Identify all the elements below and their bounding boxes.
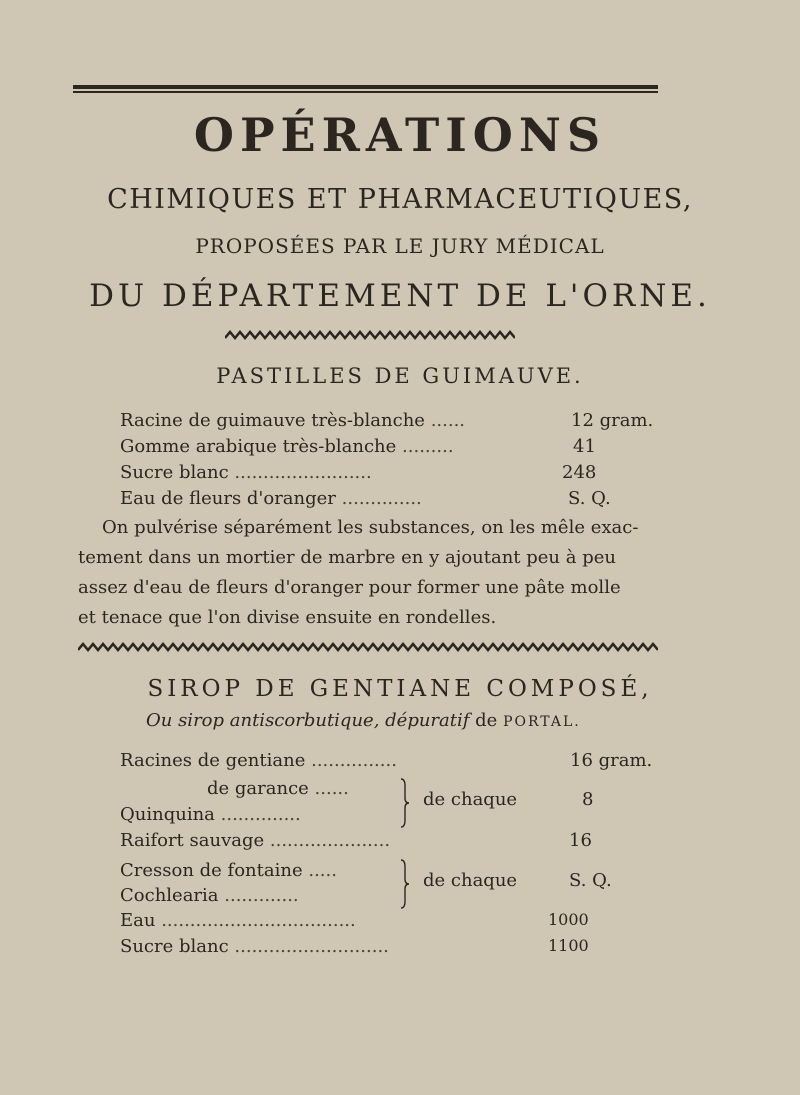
ingredient-name: de garance xyxy=(207,778,309,799)
leader-dots: ............. xyxy=(224,885,299,906)
title-chimiques: CHIMIQUES ET PHARMACEUTIQUES, xyxy=(107,184,693,215)
ingredient-row xyxy=(120,750,397,771)
ingredient-name: Gomme arabique très-blanche xyxy=(120,436,397,457)
leader-dots: .............. xyxy=(341,488,422,509)
ingredient-quantity: 12 gram. xyxy=(571,410,654,431)
subtitle-author: PORTAL. xyxy=(503,714,581,730)
ingredient-quantity: 1100 xyxy=(548,936,589,955)
ingredient-name: Eau xyxy=(120,910,156,931)
paragraph-line: On pulvérise séparément les substances, on les mêle exac- xyxy=(102,517,639,538)
ingredient-row xyxy=(120,936,389,957)
ingredient-name: Racine de guimauve très-blanche xyxy=(120,410,425,431)
leader-dots: .................................. xyxy=(161,910,356,931)
ingredient-row xyxy=(120,804,301,825)
ingredient-name: Sucre blanc xyxy=(120,936,229,957)
ingredient-name: Cresson de fontaine xyxy=(120,860,303,881)
leader-dots: ......... xyxy=(402,436,454,457)
leader-dots: ..... xyxy=(308,860,337,881)
ingredient-quantity: S. Q. xyxy=(569,870,612,891)
title-operations: OPÉRATIONS xyxy=(193,108,607,162)
ingredient-quantity: 41 xyxy=(573,436,596,457)
leader-dots: ...... xyxy=(430,410,466,431)
ingredient-row xyxy=(120,488,422,509)
ingredient-row xyxy=(120,436,454,457)
paragraph-line: assez d'eau de fleurs d'oranger pour former une pâte molle xyxy=(78,577,621,598)
leader-dots: ............... xyxy=(311,750,397,771)
ingredient-row xyxy=(120,860,337,881)
ingredient-quantity: 16 xyxy=(569,830,592,851)
preparation-paragraph xyxy=(78,513,662,633)
top-double-rule xyxy=(73,85,658,94)
paragraph-line: et tenace que l'on divise ensuite en rondelles. xyxy=(78,607,497,628)
section-title-sirop: SIROP DE GENTIANE COMPOSÉ, xyxy=(147,676,653,702)
leader-dots: ..................... xyxy=(269,830,391,851)
ornament-divider-1 xyxy=(225,330,515,340)
title-departement: DU DÉPARTEMENT DE L'ORNE. xyxy=(89,278,711,314)
leader-dots: .............. xyxy=(220,804,301,825)
brace-icon xyxy=(399,859,409,909)
paragraph-line: tement dans un mortier de marbre en y ajoutant peu à peu xyxy=(78,547,616,568)
ingredient-name: Raifort sauvage xyxy=(120,830,265,851)
ingredient-quantity: 248 xyxy=(562,462,597,483)
leader-dots: ........................... xyxy=(234,936,389,957)
ingredient-row xyxy=(120,462,372,483)
ingredient-row xyxy=(120,410,465,431)
ingredient-quantity: 1000 xyxy=(548,910,589,929)
title-proposees: PROPOSÉES PAR LE JURY MÉDICAL xyxy=(195,234,605,258)
leader-dots: ...... xyxy=(314,778,349,799)
ingredient-quantity: S. Q. xyxy=(568,488,611,509)
section-title-pastilles: PASTILLES DE GUIMAUVE. xyxy=(216,364,584,388)
ingredient-name: Quinquina xyxy=(120,804,215,825)
ingredient-row xyxy=(120,830,390,851)
ingredient-row xyxy=(120,910,356,931)
ingredient-name: Racines de gentiane xyxy=(120,750,306,771)
ingredient-row xyxy=(120,885,299,906)
ingredient-name: Cochlearia xyxy=(120,885,219,906)
ingredient-quantity: 8 xyxy=(582,789,594,810)
brace-icon xyxy=(399,778,409,828)
section-subtitle xyxy=(146,710,581,731)
subtitle-de: de xyxy=(475,710,498,731)
subtitle-italic: Ou sirop antiscorbutique, dépuratif xyxy=(146,710,470,731)
group-label: de chaque xyxy=(423,789,518,810)
ingredient-quantity: 16 gram. xyxy=(570,750,653,771)
ingredient-name: Sucre blanc xyxy=(120,462,229,483)
leader-dots: ........................ xyxy=(234,462,372,483)
ornament-divider-2 xyxy=(78,642,658,652)
ingredient-row xyxy=(207,778,349,799)
group-label: de chaque xyxy=(423,870,518,891)
ingredient-name: Eau de fleurs d'oranger xyxy=(120,488,336,509)
